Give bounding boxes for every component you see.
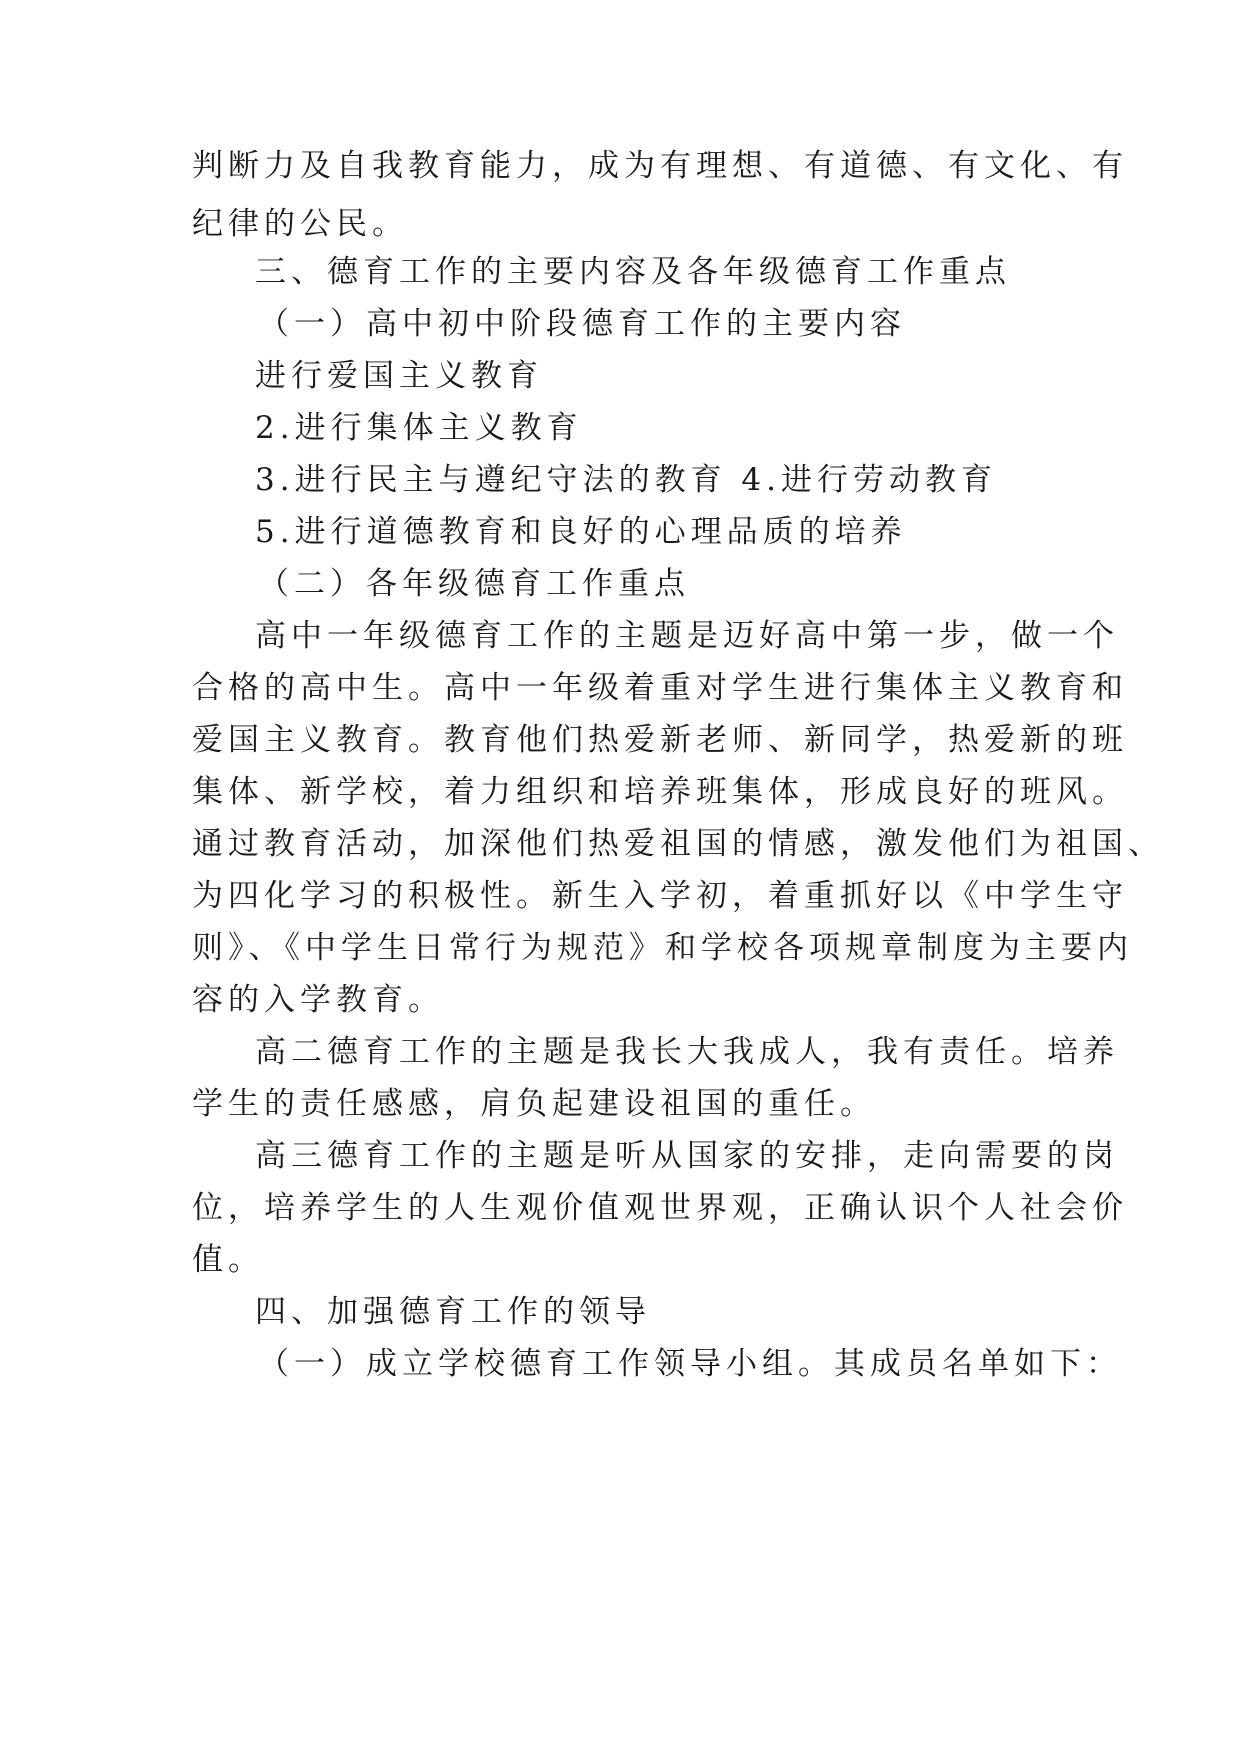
paragraph-line: 高中一年级德育工作的主题是迈好高中第一步，做一个	[255, 618, 1119, 654]
subsection-heading: （二）各年级德育工作重点	[258, 566, 690, 602]
section-heading: 三、德育工作的主要内容及各年级德育工作重点	[255, 254, 1011, 290]
paragraph-line: 纪律的公民。	[192, 206, 408, 242]
list-item: 2.进行集体主义教育	[255, 410, 583, 446]
paragraph-line: 则》、《中学生日常行为规范》和学校各项规章制度为主要内	[192, 930, 1133, 966]
list-item: 5.进行道德教育和良好的心理品质的培养	[255, 514, 907, 550]
paragraph-line: 爱国主义教育。教育他们热爱新老师、新同学，热爱新的班	[192, 722, 1128, 758]
paragraph-line: 集体、新学校，着力组织和培养班集体，形成良好的班风。	[192, 774, 1128, 810]
paragraph-line: 高三德育工作的主题是听从国家的安排，走向需要的岗	[255, 1138, 1119, 1174]
list-item: 3.进行民主与遵纪守法的教育 4.进行劳动教育	[255, 462, 998, 498]
list-item: 进行爱国主义教育	[255, 358, 543, 394]
paragraph-line: 高二德育工作的主题是我长大我成人，我有责任。培养	[255, 1034, 1119, 1070]
paragraph-line: 判断力及自我教育能力，成为有理想、有道德、有文化、有	[192, 148, 1128, 184]
paragraph-line: 通过教育活动，加深他们热爱祖国的情感，激发他们为祖国、	[192, 826, 1164, 862]
subsection-heading: （一）高中初中阶段德育工作的主要内容	[258, 306, 906, 342]
paragraph-line: 位，培养学生的人生观价值观世界观，正确认识个人社会价	[192, 1190, 1128, 1226]
paragraph-line: 学生的责任感感，肩负起建设祖国的重任。	[192, 1086, 876, 1122]
paragraph-line: 值。	[192, 1242, 264, 1278]
paragraph-line: 为四化学习的积极性。新生入学初，着重抓好以《中学生守	[192, 878, 1128, 914]
paragraph-line: 合格的高中生。高中一年级着重对学生进行集体主义教育和	[192, 670, 1128, 706]
subsection-heading: （一）成立学校德育工作领导小组。其成员名单如下：	[258, 1346, 1122, 1382]
section-heading: 四、加强德育工作的领导	[255, 1294, 651, 1330]
paragraph-line: 容的入学教育。	[192, 982, 444, 1018]
